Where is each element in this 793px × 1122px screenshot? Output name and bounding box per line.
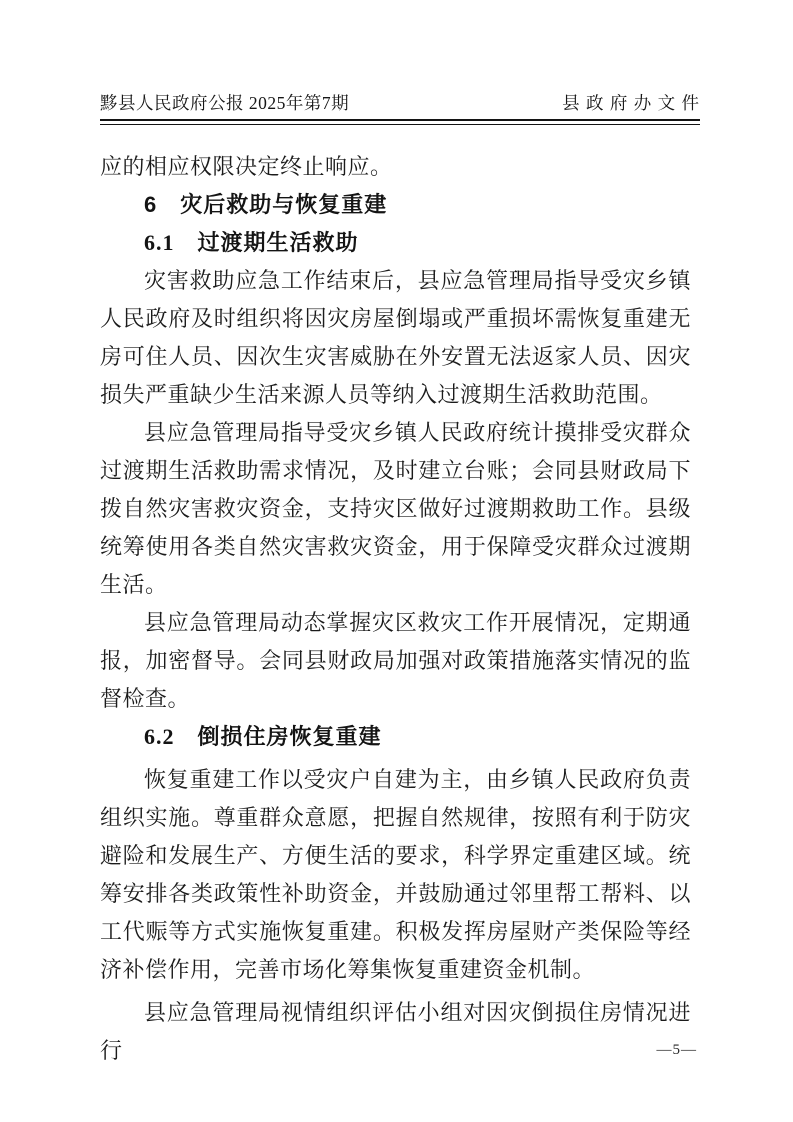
paragraph-6-2-1: 恢复重建工作以受灾户自建为主，由乡镇人民政府负责组织实施。尊重群众意愿，把握自然规律，按照有利于防灾避险和发展生产、方便生活的要求，科学界定重建区域。统筹安排各类政策性补助资金，并鼓励通过邻里帮工帮料、以工代赈等方式实施恢复重建。积极发挥房屋财产类保险等经济补偿作用，完善市场化筹集恢复重建资金机制。 <box>100 767 691 982</box>
paragraph-6-2-2: 县应急管理局视情组织评估小组对因灾倒损住房情况进行 <box>100 1000 691 1063</box>
paragraph-6-1-1: 灾害救助应急工作结束后，县应急管理局指导受灾乡镇人民政府及时组织将因灾房屋倒塌或严重损坏需恢复重建无房可住人员、因次生灾害威胁在外安置无法返家人员、因灾损失严重缺少生活来源人员等纳入过渡期生活救助范围。 <box>100 268 691 407</box>
header-document-category: 县 政 府 办 文 件 <box>562 93 700 113</box>
continuation-paragraph: 应的相应权限决定终止响应。 <box>100 154 393 179</box>
paragraph-6-1-2: 县应急管理局指导受灾乡镇人民政府统计摸排受灾群众过渡期生活救助需求情况，及时建立台账；会同县财政局下拨自然灾害救灾资金，支持灾区做好过渡期救助工作。县级统筹使用各类自然灾害救灾资金，用于保障受灾群众过渡期生活。 <box>100 420 691 597</box>
page-footer <box>100 1040 697 1060</box>
document-body <box>100 148 691 1070</box>
section-6-heading: 6 灾后救助与恢复重建 <box>144 192 388 217</box>
section-6-2-heading: 6.2 倒损住房恢复重建 <box>144 724 382 749</box>
header-publication-title: 黟县人民政府公报 2025年第7期 <box>100 93 350 113</box>
paragraph-6-1-3: 县应急管理局动态掌握灾区救灾工作开展情况，定期通报，加密督导。会同县财政局加强对政策措施落实情况的监督检查。 <box>100 610 691 711</box>
header-divider-rule <box>100 119 700 125</box>
page-number: —5— <box>656 1042 697 1058</box>
section-6-1-heading: 6.1 过渡期生活救助 <box>144 230 359 255</box>
page-header <box>100 93 700 113</box>
